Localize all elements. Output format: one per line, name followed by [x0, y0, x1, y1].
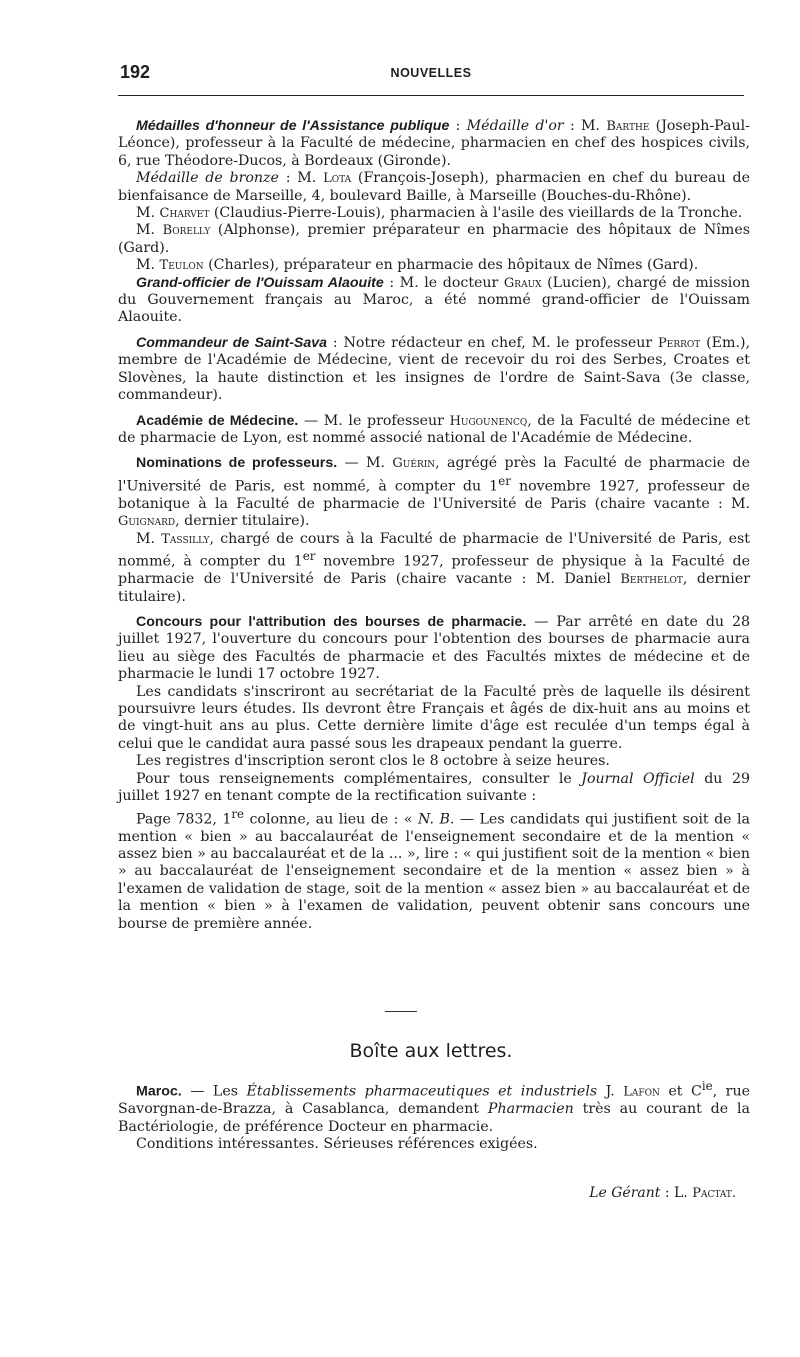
person-name: Borelly	[162, 223, 211, 239]
running-title: NOUVELLES	[390, 66, 472, 80]
paragraph-medaille-bronze: Médaille de bronze : M. Lota (François-Joseph), pharmacien en chef du bureau de bienfaisance de Marseille, 4, boulevard Baille, à Marseille (Bouches-du-Rhône).	[118, 170, 750, 204]
section-heading: Concours pour l'attribution des bourses de pharmacie.	[136, 614, 527, 631]
signature-line: Le Gérant : L. Pactat.	[589, 1185, 736, 1201]
person-name: Guignard	[118, 514, 176, 530]
section-heading: Académie de Médecine.	[136, 412, 299, 429]
company-name: Établissements pharmaceutiques et industriels	[246, 1083, 598, 1100]
paragraph-borelly: M. Borelly (Alphonse), premier préparateur en pharmacie des hôpitaux de Nîmes (Gard).	[118, 222, 751, 256]
person-name: Lafon	[623, 1084, 660, 1100]
person-name: Berthelot	[620, 572, 683, 588]
paragraph-rectification: Page 7832, 1re colonne, au lieu de : « N. B. — Les candidats qui justifient soit de la mention « bien » au baccalauréat de l'enseignement secondaire et de la mention « assez bien » au baccalauréat et de la ... », lire : « qui justifient soit de la mention « bien » au baccalauréat de l'enseignement secondaire et de la mention « assez bien » à l'examen de validation de stage, soit de la mention « assez bien » au baccalauréat et de la mention « bien » à l'examen de validation, peuvent obtenir sans concours une bourse de première année.	[118, 806, 750, 932]
signature-name: Pactat.	[692, 1186, 736, 1201]
section-heading: Grand-officier de l'Ouissam Alaouite	[136, 274, 384, 291]
section-heading: Commandeur de Saint-Sava	[136, 334, 328, 351]
paragraph-teulon: M. Teulon (Charles), préparateur en pharmacie des hôpitaux de Nîmes (Gard).	[136, 257, 699, 274]
signature-label: Le Gérant	[589, 1185, 661, 1201]
paragraph-registres: Les registres d'inscription seront clos le 8 octobre à seize heures.	[136, 753, 610, 770]
person-name: Charvet	[159, 206, 210, 222]
news-column	[118, 118, 750, 933]
person-name: Hugounencq	[449, 413, 528, 429]
section-heading: Nominations de professeurs.	[136, 455, 338, 472]
medal-label: Médaille de bronze	[136, 170, 279, 187]
mailbox-section	[118, 1078, 750, 1153]
paragraph-conditions: Conditions intéressantes. Sérieuses références exigées.	[136, 1135, 538, 1152]
medal-label: Médaille d'or	[466, 118, 564, 134]
person-name: Guérin	[392, 456, 436, 472]
paragraph-ouissam: Grand-officier de l'Ouissam Alaouite : M. le docteur Graux (Lucien), chargé de mission du Gouvernement français au Maroc, a été nommé grand-officier de l'Ouissam Alaouite.	[118, 274, 750, 326]
paragraph-academie: Académie de Médecine. — M. le professeur Hugounencq, de la Faculté de médecine et de pharmacie de Lyon, est nommé associé national de l'Académie de Médecine.	[118, 412, 750, 446]
paragraph-charvet: M. Charvet (Claudius-Pierre-Louis), pharmacien à l'asile des vieillards de la Tronche.	[136, 205, 743, 222]
person-name: Tassilly	[161, 531, 210, 547]
paragraph-candidats: Les candidats s'inscriront au secrétariat de la Faculté près de laquelle ils désirent poursuivre leurs études. Ils devront être Français et âgés de dix-huit ans au moins et de vingt-huit ans au plus. Cette dernière limite d'âge est reculée d'un temps égal à celui que le candidat aura passé sous les drapeaux pendant la guerre.	[118, 683, 750, 752]
person-name: Perrot	[658, 335, 701, 351]
section-heading: Maroc.	[136, 1083, 182, 1100]
mailbox-title: Boîte aux lettres.	[349, 1040, 513, 1062]
paragraph-tassilly: M. Tassilly, chargé de cours à la Faculté de pharmacie de l'Université de Paris, est nommé, à compter du 1er novembre 1927, professeur de physique à la Faculté de pharmacie de l'Université de Paris (chaire vacante : M. Daniel Berthelot, dernier titulaire).	[118, 530, 751, 605]
paragraph-renseignements: Pour tous renseignements complémentaires, consulter le Journal Officiel du 29 juillet 1927 en tenant compte de la rectification suivante :	[118, 770, 750, 805]
person-name: Barthe	[606, 119, 650, 134]
person-name: Graux	[503, 275, 542, 291]
page-number: 192	[120, 62, 151, 82]
section-heading: Médailles d'honneur de l'Assistance publique	[136, 118, 450, 134]
section-divider	[385, 1011, 417, 1012]
paragraph-medailles-or: Médailles d'honneur de l'Assistance publique : Médaille d'or : M. Barthe (Joseph-Paul-Léonce), professeur à la Faculté de médecine, pharmacien en chef des hospices civils, 6, rue Théodore-Ducos, à Bordeaux (Gironde).	[118, 118, 750, 169]
paragraph-saint-sava: Commandeur de Saint-Sava : Notre rédacteur en chef, M. le professeur Perrot (Em.), membre de l'Académie de Médecine, vient de recevoir du roi des Serbes, Croates et Slovènes, la haute distinction et les insignes de l'ordre de Saint-Sava (3e classe, commandeur).	[118, 334, 750, 404]
person-name: Lota	[323, 171, 352, 187]
paragraph-maroc: Maroc. — Les Établissements pharmaceutiques et industriels J. Lafon et $C^{ie}$, rue Savorgnan-de-Brazza, à Casablanca, demandent Pharmacien très au courant de la Bactériologie, de préférence Docteur en pharmacie.	[118, 1079, 750, 1135]
person-name: Teulon	[159, 258, 204, 274]
paragraph-concours: Concours pour l'attribution des bourses de pharmacie. — Par arrêté en date du 28 juillet 1927, l'ouverture du concours pour l'obtention des bourses de pharmacie aura lieu au siège des Facultés de pharmacie et des Facultés mixtes de médecine et de pharmacie le lundi 17 octobre 1927.	[118, 614, 750, 683]
journal-title: Journal Officiel	[581, 770, 695, 787]
page-header	[118, 60, 744, 90]
paragraph-nominations: Nominations de professeurs. — M. Guérin, agrégé près la Faculté de pharmacie de l'Université de Paris, est nommé, à compter du 1er novembre 1927, professeur de botanique à la Faculté de pharmacie de l'Université de Paris (chaire vacante : M. Guignard, dernier titulaire).	[118, 455, 751, 530]
header-rule	[118, 95, 744, 96]
